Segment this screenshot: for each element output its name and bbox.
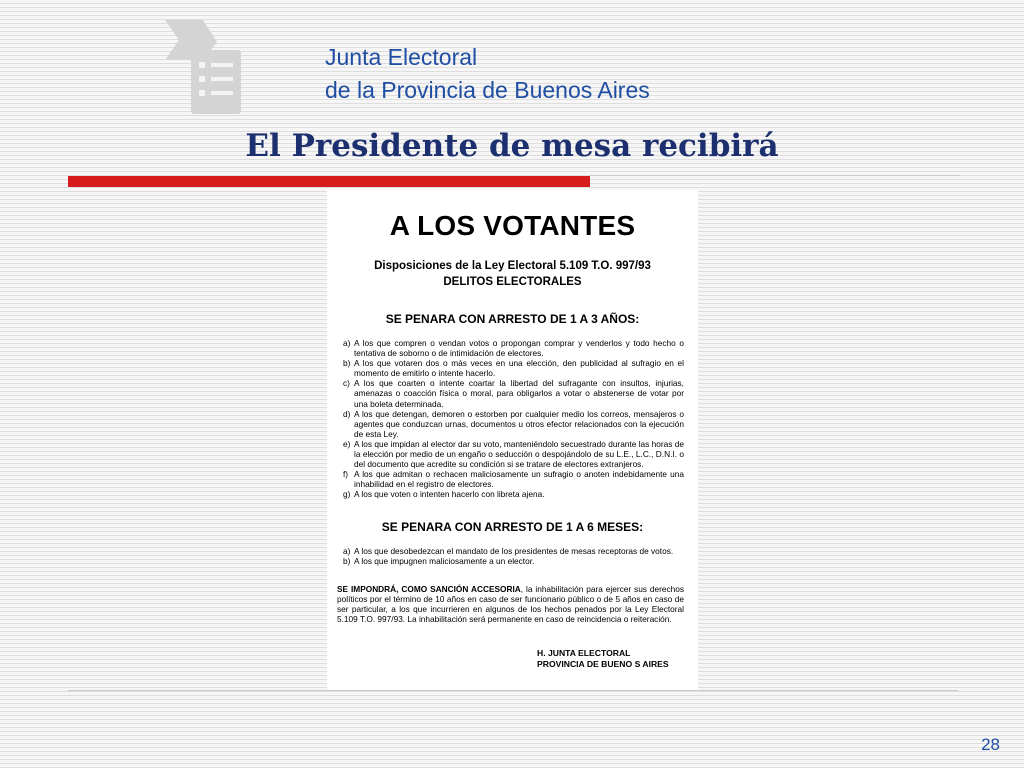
- penalty-heading-1-6-months: SE PENARA CON ARRESTO DE 1 A 6 MESES:: [381, 520, 644, 534]
- accessory-sanction-lead: SE IMPONDRÁ, COMO SANCIÓN ACCESORIA: [337, 584, 521, 594]
- penalty-heading-1-3-years: SE PENARA CON ARRESTO DE 1 A 3 AÑOS:: [385, 312, 640, 326]
- signature-line2: PROVINCIA DE BUENO S AIRES: [537, 659, 669, 669]
- item-text: A los que coarten o intente coartar la libertad del sufragante con insultos, injurias, amenazas o coacción física o moral, para obligarlos a votar o abstenerse de votar por una boleta determinada.: [354, 378, 684, 409]
- voter-notice-poster: [327, 190, 698, 690]
- item-label: a): [343, 546, 351, 556]
- list-item: [343, 409, 684, 439]
- item-label: a): [343, 338, 351, 348]
- list-item: [343, 439, 684, 469]
- item-text: A los que impugnen maliciosamente a un elector.: [354, 556, 535, 567]
- item-text: A los que impidan al elector dar su voto, manteniéndolo secuestrado durante las horas de la elección por medio de un engaño o seducción o despojándolo de su L.E., L.C., D.N.I. o del documento que acredite su condición si se tratare de electores extranjeros.: [354, 438, 684, 470]
- penalty-list-1-3-years: [343, 338, 684, 500]
- item-label: g): [343, 489, 351, 500]
- org-name-line1: Junta Electoral: [325, 44, 478, 70]
- slide-number: 28: [981, 735, 1000, 754]
- list-item: [343, 546, 684, 556]
- list-item: [343, 358, 684, 378]
- item-label: c): [343, 378, 350, 389]
- item-label: b): [343, 556, 351, 567]
- junta-electoral-logo: [165, 20, 245, 120]
- list-item: [343, 489, 684, 499]
- org-name-line2: de la Provincia de Buenos Aires: [325, 77, 650, 103]
- poster-section-title: DELITOS ELECTORALES: [443, 276, 582, 288]
- poster-title: A LOS VOTANTES: [389, 210, 636, 241]
- item-text: A los que compren o vendan votos o propongan comprar y venderlos y todo hecho o tentativa de soborno o de intimidación de electores.: [354, 338, 684, 359]
- penalty-list-1-6-months: [343, 546, 684, 566]
- list-item: [343, 556, 684, 566]
- item-label: f): [343, 469, 349, 480]
- item-label: d): [343, 408, 351, 419]
- item-text: A los que admitan o rechacen maliciosamente un sufragio o anoten indebidamente una inhabilidad en el registro de electores.: [354, 469, 684, 490]
- item-label: b): [343, 358, 351, 369]
- slide-title: El Presidente de mesa recibirá: [245, 128, 779, 164]
- list-item: [343, 469, 684, 489]
- red-accent-bar: [68, 176, 590, 187]
- accessory-sanction-paragraph: [337, 584, 684, 624]
- top-divider: [590, 175, 960, 176]
- item-text: A los que desobedezcan el mandato de los presidentes de mesas receptoras de votos.: [354, 546, 674, 556]
- bottom-divider: [68, 690, 958, 691]
- item-text: A los que voten o intenten hacerlo con libreta ajena.: [354, 489, 545, 500]
- signature-line1: H. JUNTA ELECTORAL: [537, 648, 631, 658]
- item-label: e): [343, 438, 351, 449]
- poster-law-reference: Disposiciones de la Ley Electoral 5.109 T.O. 997/93: [374, 260, 651, 272]
- accessory-sanction-text: , la inhabilitación para ejercer sus derechos políticos por el término de 10 años en caso de ser funcionario público o de 5 años en caso de ser particular, a los que incurrieren en algunos de los hechos penados por la Ley Electoral 5.109 T.O. 997/93. La inhabilitación será permanente en caso de reincidencia o reiteración.: [337, 584, 685, 625]
- item-text: A los que votaren dos o más veces en una elección, den publicidad al sufragio en el momento de emitirlo o intente hacerlo.: [354, 358, 684, 379]
- item-text: A los que detengan, demoren o estorben por cualquier medio los correos, mensajeros o agentes que conduzcan urnas, documentos u otros efector relacionados con la ejecución de esta Ley.: [354, 408, 684, 439]
- list-item: [343, 338, 684, 358]
- list-item: [343, 378, 684, 408]
